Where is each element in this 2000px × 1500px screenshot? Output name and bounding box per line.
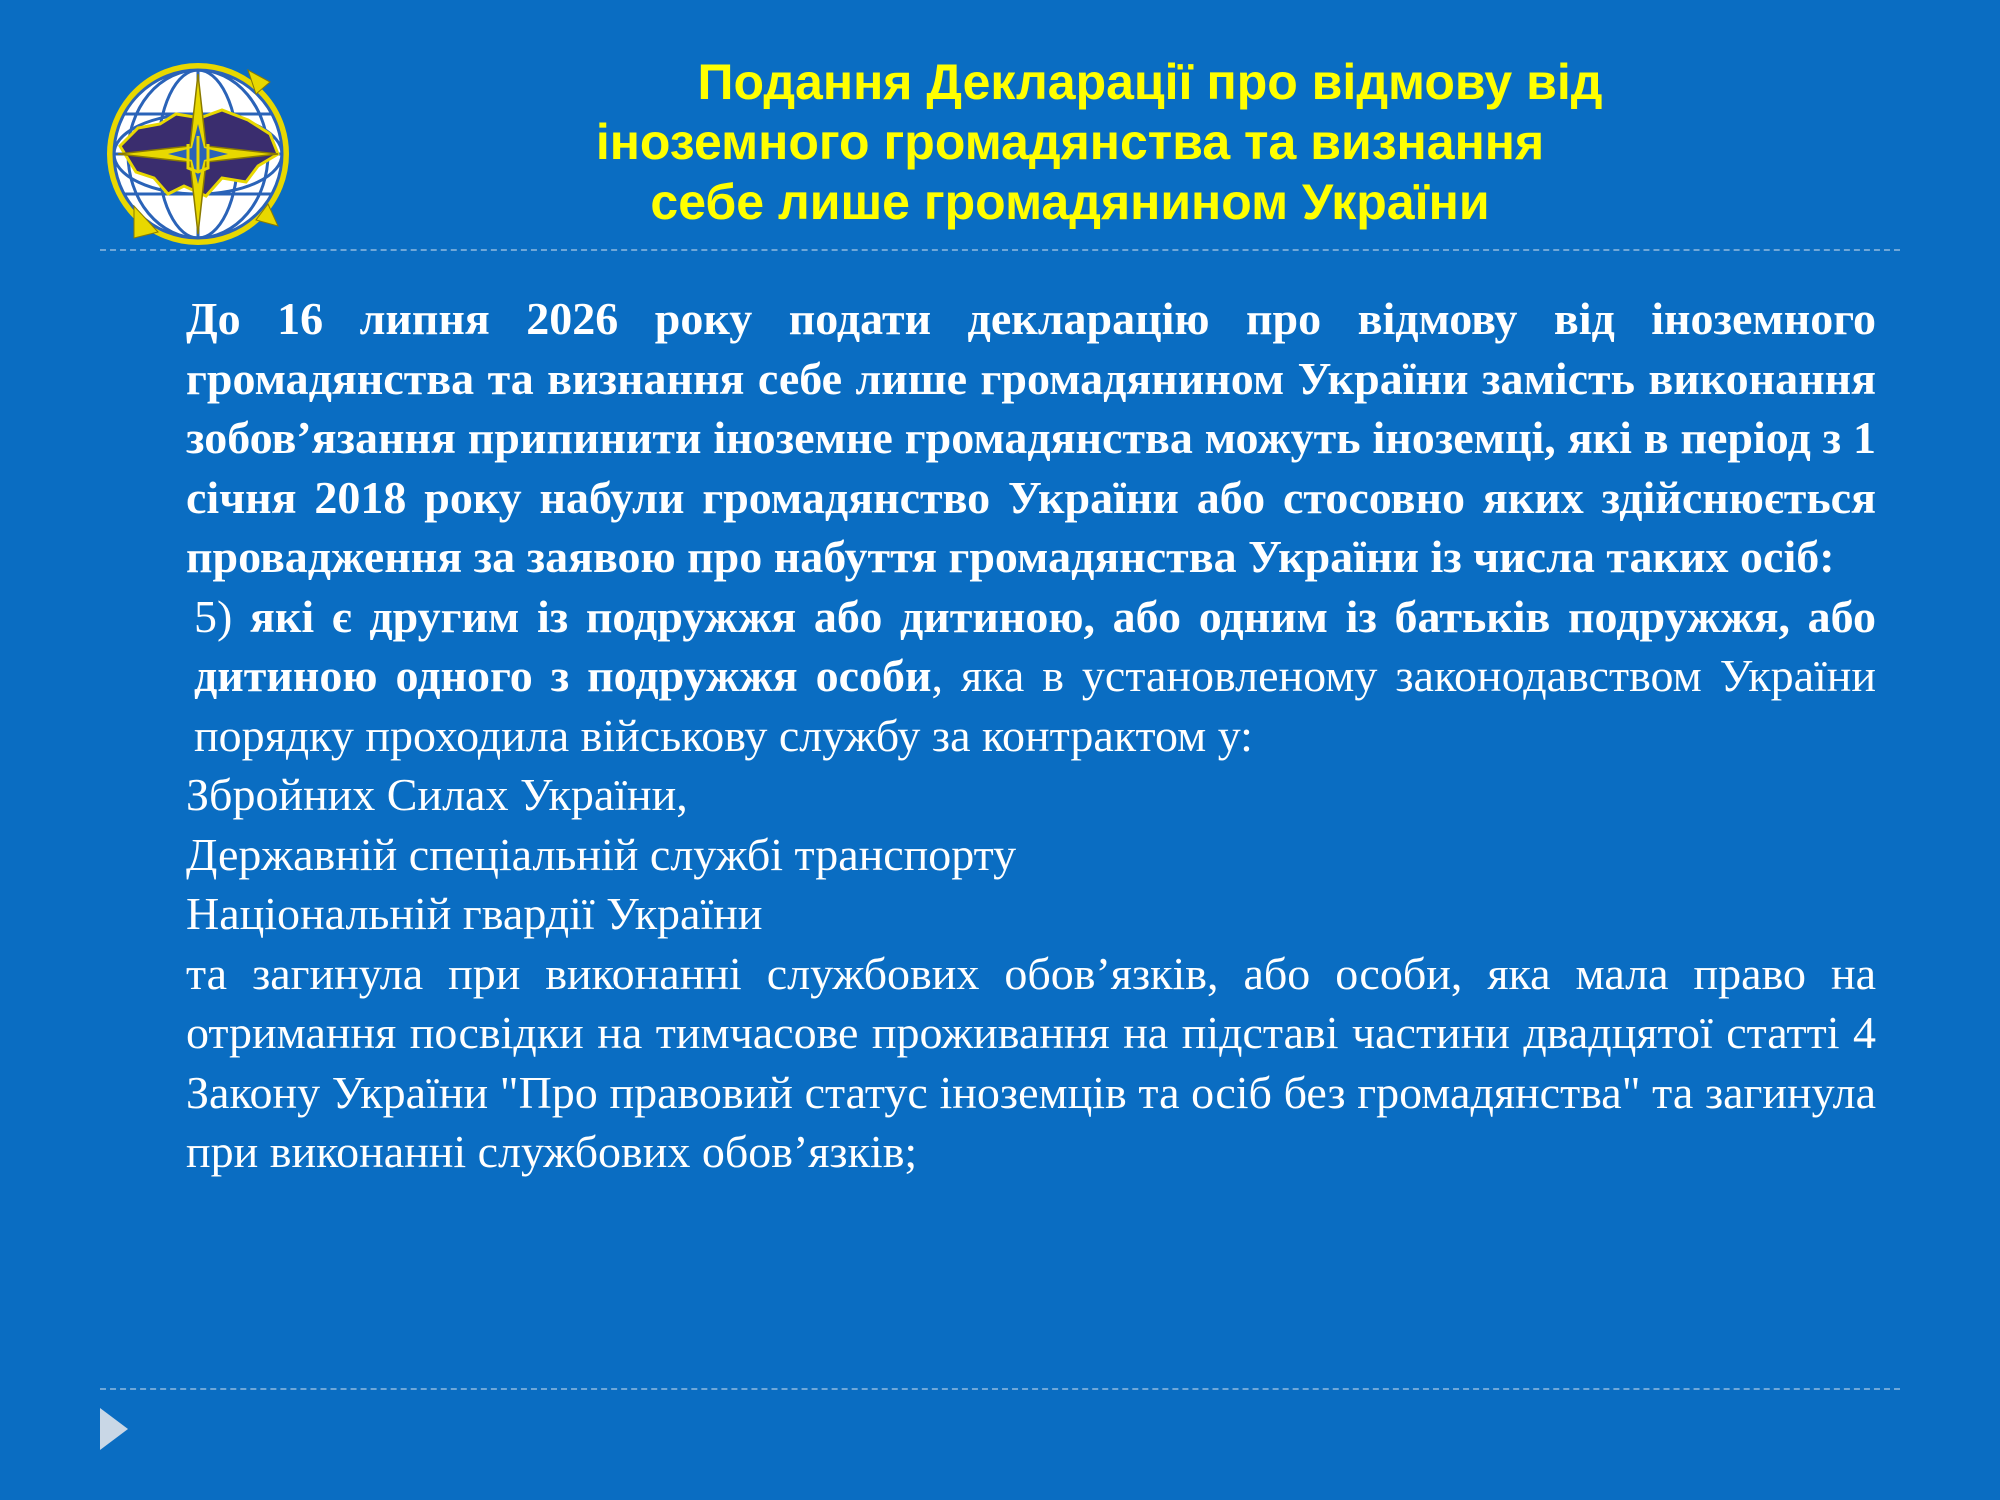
intro-paragraph: До 16 липня 2026 року подати декларацію про відмову від іноземного громадянства та визнання себе лише громадянином України замість виконання зобов’язання припинити іноземне громадянства можуть іноземці, які в період з 1 січня 2018 року набули громадянство України або стосовно яких здійснюється провадження за заявою про набуття громадянства України із числа таких осіб: (186, 293, 1876, 582)
bottom-divider (100, 1388, 1900, 1390)
list-item: Національній гвардії України (186, 888, 763, 939)
slide-body (186, 289, 1876, 1182)
play-arrow-icon[interactable] (100, 1408, 128, 1450)
item-5-paragraph (186, 587, 1876, 766)
item-bold-text: які є другим із подружжя або дитиною, або одним із батьків подружжя, або дитиною одного з подружжя особи (194, 590, 1877, 701)
logo (98, 54, 298, 254)
final-paragraph: та загинула при виконанні службових обов’язків, або особи, яка мала право на отримання посвідки на тимчасове проживання на підставі частини двадцятої статті 4 Закону України "Про правовий статус іноземців та осіб без громадянства" та загинула при виконанні службових обов’язків; (186, 947, 1876, 1177)
title-line-2: іноземного громадянства та визнання (595, 114, 1545, 170)
list-item: Збройних Силах України, (186, 769, 688, 820)
list-item: Державній спеціальній службі транспорту (186, 828, 1017, 880)
title-line-1: Подання Декларації про відмову від (697, 54, 1603, 110)
slide-title (420, 52, 1720, 232)
title-line-3: себе лише громадянином України (650, 174, 1490, 230)
top-divider (100, 249, 1900, 251)
item-rest-text: , яка в установленому законодавством України порядку проходила військову службу за контрактом у: (194, 650, 1876, 761)
item-number: 5) (194, 590, 233, 642)
migration-service-emblem-icon (98, 54, 298, 254)
